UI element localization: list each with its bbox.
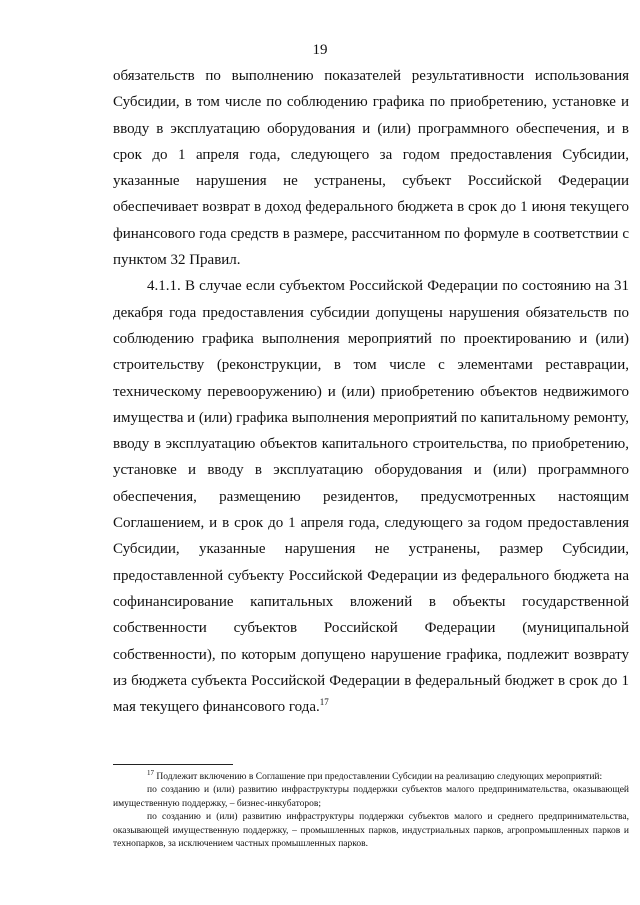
footnote-intro — [113, 768, 629, 784]
paragraph-continuation: обязательств по выполнению показателей результативности использования Субсидии, в том числе по соблюдению графика по приобретению, установке и вводу в эксплуатацию оборудования и (или) программного обеспечения, и в срок до 1 апреля года, следующего за годом предоставления Субсидии, указанные нарушения не устранены, субъект Российской Федерации обеспечивает возврат в доход федерального бюджета в срок до 1 июня текущего финансового года средств в размере, рассчитанном по формуле в соответствии с пунктом 32 Правил. — [113, 68, 629, 269]
paragraph-4-1-1 — [113, 273, 629, 720]
main-text-body — [113, 63, 629, 720]
footnote-item: по созданию и (или) развитию инфраструктуры поддержки субъектов малого и среднего предпринимательства, оказывающей имущественную поддержку, – промышленных парков, индустриальных парков, агропромышленных парков и технопарков, за исключением частных промышленных парков. — [113, 812, 629, 850]
footnote-intro-text: Подлежит включению в Соглашение при предоставлении Субсидии на реализацию следующих мероприятий: — [156, 772, 603, 782]
page-number: 19 — [312, 42, 328, 58]
paragraph-4-1-1-text: 4.1.1. В случае если субъектом Российской Федерации по состоянию на 31 декабря года предоставления субсидии допущены нарушения обязательств по соблюдению графика выполнения мероприятий по проектированию и (или) строительству (реконструкции, в том числе с элементами реставрации, техническому перевооружению) и (или) приобретению объектов недвижимого имущества и (или) графика выполнения мероприятий по капитальному ремонту, вводу в эксплуатацию объектов капитального строительства, по приобретению, установке и вводу в эксплуатацию оборудования и (или) программного обеспечения, размещению резидентов, предусмотренных настоящим Соглашением, и в срок до 1 апреля года, следующего за годом предоставления Субсидии, указанные нарушения не устранены, размер Субсидии, предоставленной субъекту Российской Федерации из федерального бюджета на софинансирование капитальных вложений в объекты государственной собственности субъектов Российской Федерации (муниципальной собственности), по которым допущено нарушение графика, подлежит возврату из бюджета субъекта Российской Федерации в федеральный бюджет в срок до 1 мая текущего финансового года. — [113, 278, 629, 716]
footnote-separator — [113, 764, 233, 765]
footnote-reference: 17 — [319, 697, 329, 708]
footnote-block — [113, 768, 629, 851]
footnote-item: по созданию и (или) развитию инфраструктуры поддержки субъектов малого предпринимательства, оказывающей имущественную поддержку, – бизнес-инкубаторов; — [113, 785, 629, 809]
footnote-marker: 17 — [147, 768, 154, 777]
